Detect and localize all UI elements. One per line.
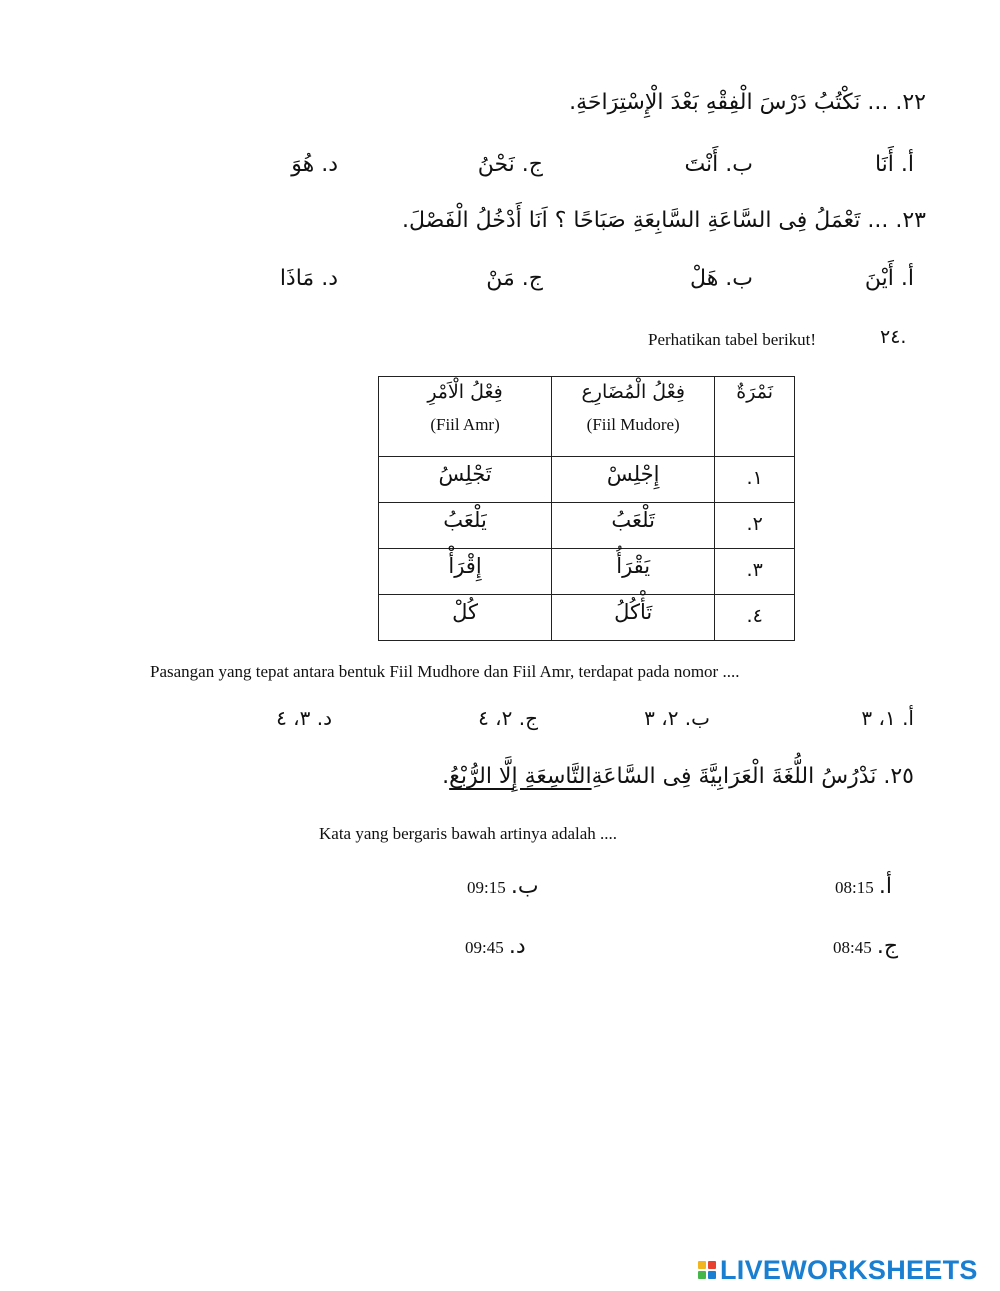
q24-number: .٢٤ bbox=[880, 326, 907, 348]
q25-option-d-letter: د. bbox=[508, 934, 526, 959]
q25-option-a-letter: أ. bbox=[878, 874, 892, 899]
q25-question-end: . bbox=[442, 764, 450, 789]
q24-option-a: أ. ١، ٣ bbox=[861, 706, 914, 730]
table-row bbox=[379, 503, 795, 549]
q22-option-d: د. هُوَ bbox=[291, 152, 338, 177]
q25-option-a bbox=[835, 874, 892, 899]
q24-instruction: Perhatikan tabel berikut! bbox=[648, 330, 817, 349]
table-row bbox=[379, 457, 795, 503]
header-nomor-arabic: نَمْرَةٌ bbox=[736, 381, 774, 403]
q25-option-b bbox=[467, 874, 539, 899]
question-22: ٢٢. ... نَكْتُبُ دَرْسَ الْفِقْهِ بَعْدَ الْإِسْتِرَاحَةِ. bbox=[569, 90, 926, 115]
logo-icon bbox=[698, 1261, 716, 1279]
table-row bbox=[379, 549, 795, 595]
cell-mudhore: إِجْلِسْ bbox=[606, 462, 660, 486]
header-fiil-mudhore bbox=[552, 377, 715, 457]
logo-square-green bbox=[698, 1271, 706, 1279]
q23-option-a: أ. أَيْنَ bbox=[864, 266, 914, 291]
table-row bbox=[379, 595, 795, 641]
cell-amr: كُلْ bbox=[452, 600, 478, 624]
q23-option-c: ج. مَنْ bbox=[486, 266, 543, 291]
header-fiil-amr-arabic: فِعْلُ الْاَمْرِ bbox=[427, 381, 503, 403]
liveworksheets-logo[interactable] bbox=[698, 1255, 978, 1285]
q25-question-start: ٢٥. نَدْرُسُ اللُّغَةَ الْعَرَابِيَّةَ فِى السَّاعَةِ bbox=[591, 764, 914, 789]
cell-amr: تَجْلِسُ bbox=[438, 462, 492, 486]
header-fiil-mudhore-latin: (Fiil Mudore) bbox=[586, 415, 680, 434]
q25-option-a-value: 08:15 bbox=[835, 878, 874, 897]
cell-amr: إِقْرَأْ bbox=[448, 554, 482, 578]
question-23: ٢٣. ... تَعْمَلُ فِى السَّاعَةِ السَّابِعَةِ صَبَاحًا ؟ اَنَا أَدْخُلُ الْفَصْلَ. bbox=[401, 208, 926, 233]
cell-mudhore: يَقْرَأُ bbox=[616, 554, 651, 578]
q25-option-d-value: 09:45 bbox=[465, 938, 504, 957]
cell-mudhore: تَلْعَبُ bbox=[611, 508, 655, 532]
q25-option-c-letter: ج. bbox=[876, 934, 899, 959]
cell-number: ٢. bbox=[746, 513, 763, 535]
q25-option-d bbox=[465, 934, 526, 959]
cell-number: ٣. bbox=[746, 559, 763, 581]
cell-number: ١. bbox=[746, 467, 763, 489]
header-fiil-amr-latin: (Fiil Amr) bbox=[430, 415, 500, 434]
cell-mudhore: تَأْكُلُ bbox=[614, 600, 653, 624]
verb-table bbox=[378, 376, 795, 641]
logo-text: LIVEWORKSHEETS bbox=[720, 1254, 978, 1285]
logo-square-red bbox=[708, 1261, 716, 1269]
question-25 bbox=[114, 764, 914, 789]
header-fiil-mudhore-arabic: فِعْلُ الْمُضَارِع bbox=[581, 381, 685, 403]
cell-number: ٤. bbox=[746, 605, 763, 627]
q25-instruction: Kata yang bergaris bawah artinya adalah .... bbox=[319, 824, 618, 843]
q24-option-b: ب. ٢، ٣ bbox=[644, 706, 710, 730]
q22-option-c: ج. نَحْنُ bbox=[477, 152, 543, 177]
cell-amr: يَلْعَبُ bbox=[443, 508, 487, 532]
header-nomor bbox=[715, 377, 795, 457]
q25-option-b-value: 09:15 bbox=[467, 878, 506, 897]
logo-square-blue bbox=[708, 1271, 716, 1279]
q24-question: Pasangan yang tepat antara bentuk Fiil Mudhore dan Fiil Amr, terdapat pada nomor .... bbox=[150, 662, 740, 681]
q22-option-a: أ. أَنَا bbox=[874, 152, 914, 177]
q25-underlined-phrase: التَّاسِعَةِ إِلَّا الرُّبْعُ bbox=[449, 764, 592, 789]
q24-option-c: ج. ٢، ٤ bbox=[478, 706, 538, 730]
q25-option-b-letter: ب. bbox=[510, 874, 539, 899]
logo-square-yellow bbox=[698, 1261, 706, 1269]
q24-option-d: د. ٣، ٤ bbox=[276, 706, 332, 730]
header-fiil-amr bbox=[379, 377, 552, 457]
q23-option-b: ب. هَلْ bbox=[690, 266, 753, 291]
q23-option-d: د. مَاذَا bbox=[279, 266, 338, 291]
q25-option-c bbox=[833, 934, 898, 959]
q25-option-c-value: 08:45 bbox=[833, 938, 872, 957]
q22-option-b: ب. أَنْتَ bbox=[684, 152, 753, 177]
